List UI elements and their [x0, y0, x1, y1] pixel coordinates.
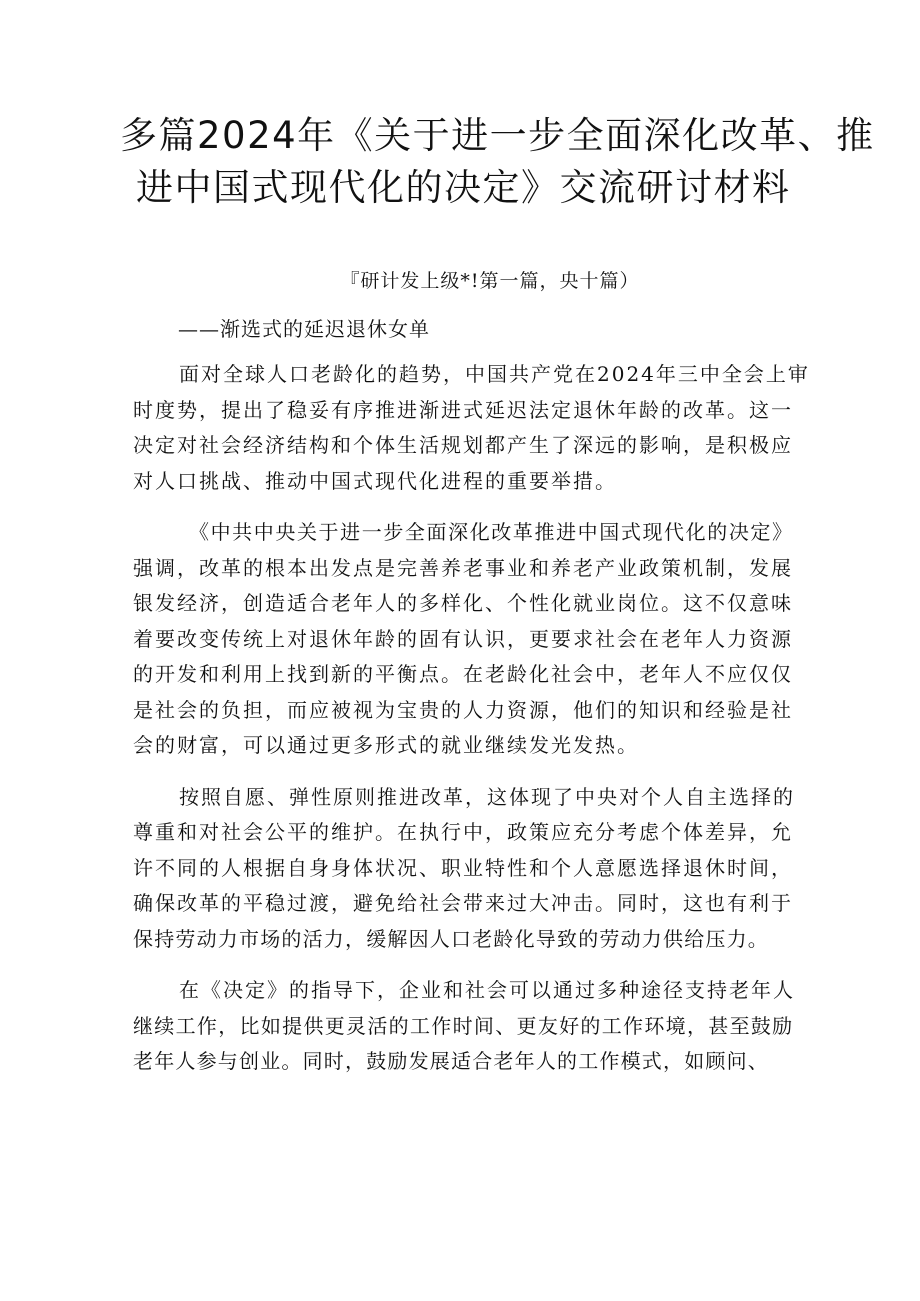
- paragraph-line: 的开发和利用上找到新的平衡点。在老龄化社会中，老年人不应仅仅: [133, 662, 793, 686]
- paragraph-line: 银发经济，创造适合老年人的多样化、个性化就业岗位。这不仅意味: [133, 591, 793, 615]
- title-line-1: 多篇2024年《关于进一步全面深化改革、推: [120, 114, 875, 157]
- document-subtitle: 『研计发上级*!第一篇，央十篇）: [340, 270, 640, 292]
- paragraph-line: 决定对社会经济结构和个体生活规划都产生了深远的影响，是积极应: [133, 433, 793, 457]
- paragraph: [133, 515, 793, 764]
- paragraph-line: 继续工作，比如提供更灵活的工作时间、更友好的工作环境，甚至鼓励: [133, 1013, 793, 1038]
- paragraph-line: 许不同的人根据自身身体状况、职业特性和个人意愿选择退休时间，: [133, 855, 793, 880]
- paragraph-line: 在《决定》的指导下，企业和社会可以通过多种途径支持老年人: [179, 978, 795, 1002]
- paragraph-line: 老年人参与创业。同时，鼓励发展适合老年人的工作模式，如顾问、: [133, 1049, 769, 1073]
- title-line-2: 进中国式现代化的决定》交流研讨材料: [136, 166, 791, 209]
- paragraph-line: 会的财富，可以通过更多形式的就业继续发光发热。: [133, 733, 639, 757]
- paragraph-line: 尊重和对社会公平的维护。在执行中，政策应充分考虑个体差异，允: [133, 820, 793, 844]
- paragraph-line: 强调，改革的根本出发点是完善养老事业和养老产业政策机制，发展: [133, 555, 793, 580]
- paragraph: [133, 357, 810, 499]
- paragraph-line: 时度势，提出了稳妥有序推进渐进式延迟法定退休年龄的改革。这一: [133, 397, 793, 422]
- paragraph-line: 面对全球人口老龄化的趋势，中国共产党在2024年三中全会上审: [179, 362, 810, 386]
- paragraph-line: 是社会的负担，而应被视为宝贵的人力资源，他们的知识和经验是社: [133, 697, 793, 722]
- paragraph-line: 按照自愿、弹性原则推进改革，这体现了中央对个人自主选择的: [179, 784, 795, 809]
- paragraph: [133, 780, 793, 958]
- paragraph: [133, 973, 793, 1080]
- paragraph-line: 着要改变传统上对退休年龄的固有认识，更要求社会在老年人力资源: [133, 626, 793, 651]
- document-body: [133, 357, 810, 1080]
- paragraph-line: 确保改革的平稳过渡，避免给社会带来过大冲击。同时，这也有利于: [133, 891, 793, 915]
- paragraph-line: 对人口挑战、推动中国式现代化进程的重要举措。: [133, 468, 617, 493]
- paragraph-line: 《中共中央关于进一步全面深化改革推进中国式现代化的决定》: [189, 520, 793, 544]
- paragraph-line: 保持劳动力市场的活力，缓解因人口老龄化导致的劳动力供给压力。: [133, 926, 769, 951]
- document-title: [120, 110, 875, 214]
- document-byline: ——渐选式的延迟退休女单: [178, 317, 430, 341]
